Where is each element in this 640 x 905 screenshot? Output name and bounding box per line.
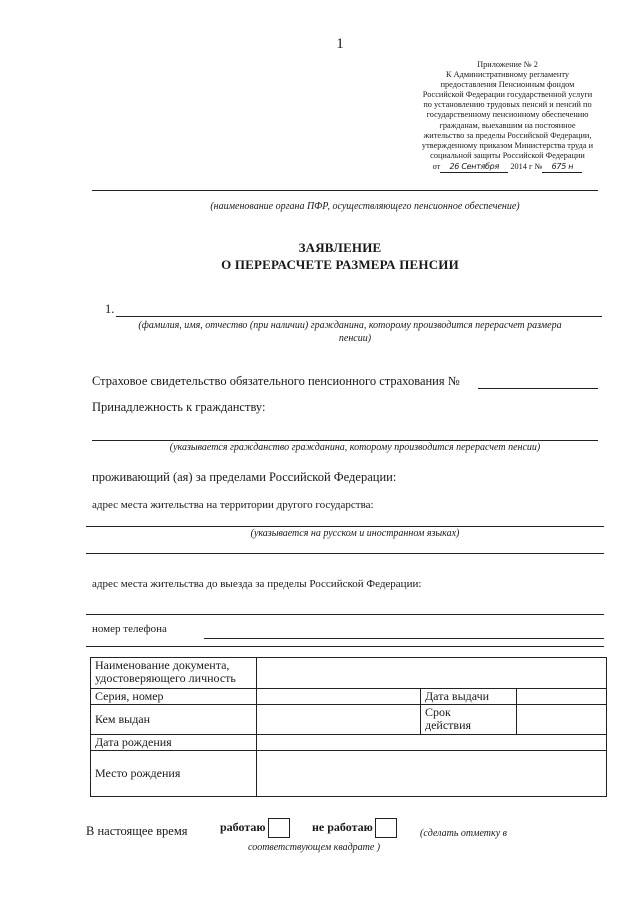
identity-document-table [90,657,607,797]
birth-date-value[interactable] [257,735,607,751]
residing-label: проживающий (ая) за пределами Российской Федерации: [92,470,397,484]
fio-caption-line1: (фамилия, имя, отчество (при наличии) гражданина, которому производится перерасчет размера [138,320,562,331]
appendix-line: Приложение № 2 [477,60,538,69]
prev-address-line[interactable] [86,614,604,615]
snils-label: Страховое свидетельство обязательного пенсионного страхования № [92,374,460,388]
snils-line[interactable] [478,388,598,389]
fio-caption-line2: пенсии) [338,333,372,344]
validity-label: Срок действия [421,705,517,735]
issued-by-label: Кем выдан [91,705,257,735]
appendix-line: К Административному регламенту [446,70,569,80]
validity-value[interactable] [517,705,607,735]
appendix-line: социальной защиты Российской Федерации [430,150,585,160]
employment-prefix: В настоящее время [86,824,188,838]
languages-caption: (указывается на русском и иностранном языках) [250,528,460,539]
organ-name-line[interactable] [92,190,598,191]
item-number: 1. [105,302,115,316]
birth-place-value[interactable] [257,751,607,797]
date-prefix: от [432,161,441,171]
fio-line[interactable] [116,316,602,317]
appendix-line: по установлению трудовых пенсий и пенсий по [423,100,592,110]
employment-note-line1: (сделать отметку в [420,828,507,839]
appendix-line: государственному пенсионному обеспечению [426,110,589,120]
birth-date-label: Дата рождения [91,735,257,751]
birth-place-label: Место рождения [91,751,257,797]
citizenship-caption: (указывается гражданство гражданина, которому производится перерасчет пенсии) [169,442,541,453]
series-number-label: Серия, номер [91,689,257,705]
working-option [220,818,290,838]
document-title: ЗАЯВЛЕНИЕ [298,240,382,255]
handwritten-date: 26 Сентября [449,161,499,171]
handwritten-number: 675 н [551,161,574,171]
foreign-address-label: адрес места жительства на территории другого государства: [92,499,374,511]
employment-note-line2: соответствующем квадрате ) [248,842,381,853]
doc-name-label: Наименование документа, удостоверяющего личность [91,658,257,689]
year-text: 2014 г [510,161,533,171]
doc-name-value[interactable] [257,658,607,689]
working-checkbox[interactable] [268,818,290,838]
citizenship-label: Принадлежность к гражданству: [92,400,266,414]
working-label: работаю [220,819,266,834]
issue-date-value[interactable] [517,689,607,705]
not-working-checkbox[interactable] [375,818,397,838]
issue-date-label: Дата выдачи [421,689,517,705]
prev-address-label: адрес места жительства до выезда за пределы Российской Федерации: [92,578,422,590]
appendix-line: утвержденному приказом Министерства труда и [421,140,594,150]
appendix-line: жительство за пределы Российской Федерации, [423,130,592,140]
appendix-block [395,60,620,173]
phone-line-2 [86,646,604,647]
issued-by-value[interactable] [257,705,421,735]
appendix-line: гражданам, выехавшим на постоянное [439,120,576,130]
appendix-line: Российской Федерации государственной услуги [422,90,593,100]
foreign-address-line[interactable] [86,526,604,527]
document-subtitle: О ПЕРЕРАСЧЕТЕ РАЗМЕРА ПЕНСИИ [221,257,459,272]
phone-label: номер телефона [92,623,167,635]
number-prefix: № [534,161,543,171]
organ-caption: (наименование органа ПФР, осуществляющего пенсионное обеспечение) [210,201,520,212]
not-working-option [312,818,397,838]
phone-line[interactable] [204,638,604,639]
series-number-value[interactable] [257,689,421,705]
foreign-address-line-2[interactable] [86,553,604,554]
not-working-label: не работаю [312,819,373,834]
citizenship-line[interactable] [92,440,598,441]
appendix-date-line [395,162,620,173]
page-number: 1 [336,36,344,52]
appendix-line: предоставления Пенсионным фондом [440,80,575,90]
